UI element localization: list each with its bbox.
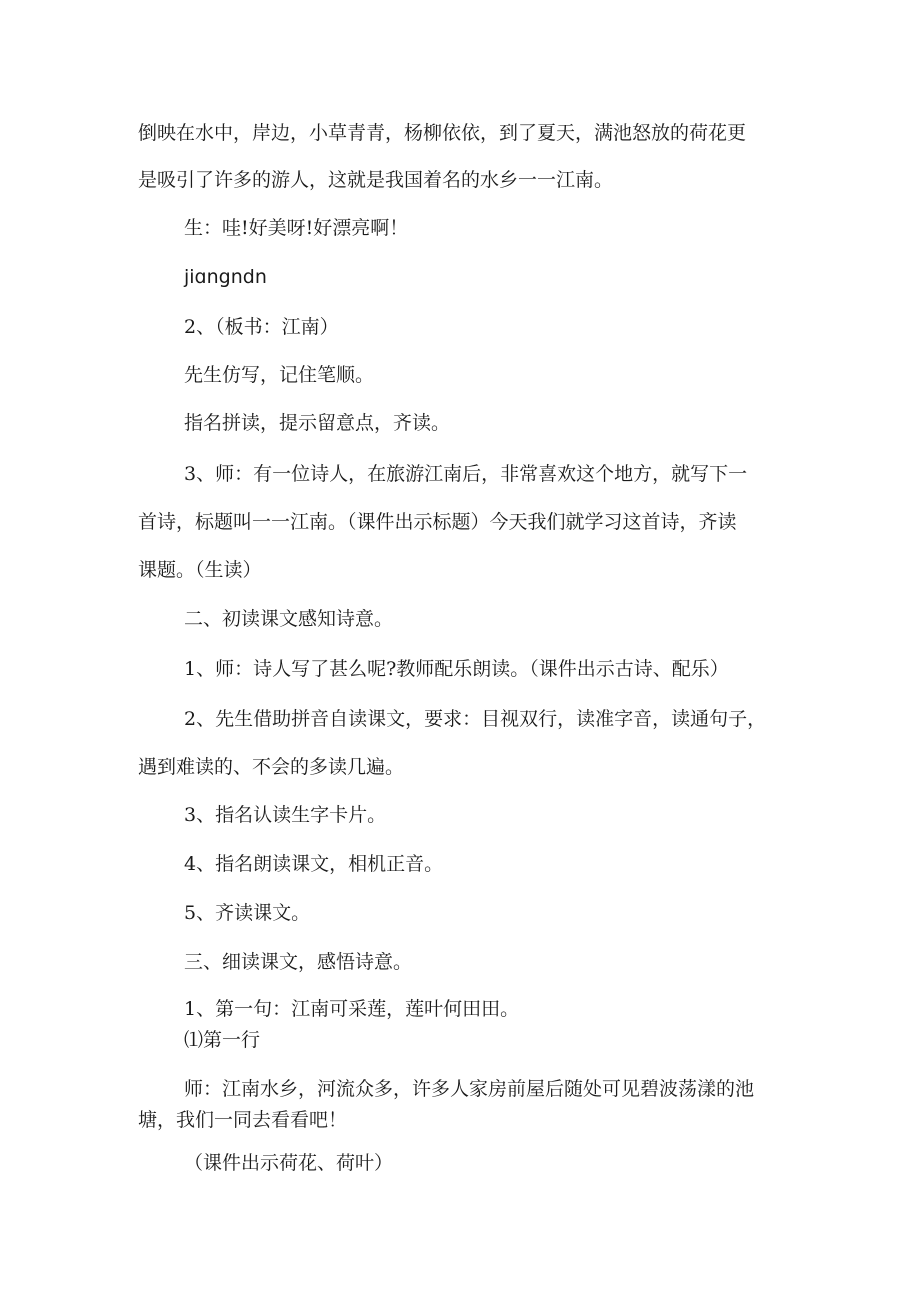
text-line: ⑴第一行 bbox=[184, 1029, 261, 1051]
text-line: 1、师：诗人写了甚么呢?教师配乐朗读。（课件出示古诗、配乐） bbox=[184, 658, 729, 680]
text-line: 塘，我们一同去看看吧！ bbox=[138, 1109, 348, 1131]
section-heading: 三、细读课文，感悟诗意。 bbox=[184, 951, 413, 973]
text-line: 是吸引了许多的游人，这就是我国着名的水乡一一江南。 bbox=[138, 169, 614, 191]
text-line: （课件出示荷花、荷叶） bbox=[184, 1152, 394, 1174]
text-line: 生：哇!好美呀!好漂亮啊！ bbox=[184, 217, 409, 239]
text-line: 课题。（生读） bbox=[138, 559, 262, 581]
text-line: 2、（板书：江南） bbox=[184, 316, 339, 338]
text-line: 师：江南水乡，河流众多，许多人家房前屋后随处可见碧波荡漾的池 bbox=[184, 1078, 755, 1100]
text-line: 3、指名认读生字卡片。 bbox=[184, 804, 387, 826]
text-line: 倒映在水中，岸边，小草青青，杨柳依依，到了夏天，满池怒放的荷花更 bbox=[138, 122, 747, 144]
text-line: 3、师：有一位诗人，在旅游江南后，非常喜欢这个地方，就写下一 bbox=[184, 463, 748, 485]
text-line: 遇到难读的、不会的多读几遍。 bbox=[138, 756, 405, 778]
text-line: 1、第一句：江南可采莲，莲叶何田田。 bbox=[184, 998, 520, 1020]
text-line: 先生仿写，记住笔顺。 bbox=[184, 364, 375, 386]
text-line: 2、先生借助拼音自读课文，要求：目视双行，读准字音，读通句子， bbox=[184, 708, 767, 730]
text-line: 5、齐读课文。 bbox=[184, 902, 311, 924]
text-line: 指名拼读，提示留意点，齐读。 bbox=[184, 412, 451, 434]
section-heading: 二、初读课文感知诗意。 bbox=[184, 608, 394, 630]
text-line: 4、指名朗读课文，相机正音。 bbox=[184, 853, 444, 875]
text-line: 首诗，标题叫一一江南。（课件出示标题）今天我们就学习这首诗，齐读 bbox=[138, 511, 737, 533]
pinyin-line: jiɑngndn bbox=[184, 266, 267, 288]
